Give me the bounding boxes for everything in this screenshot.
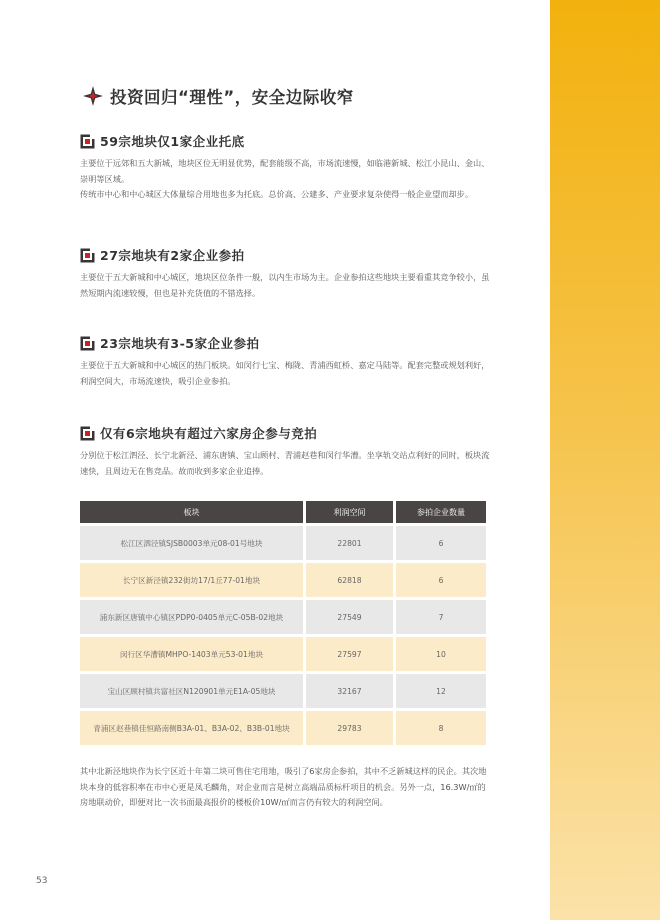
table-cell-parcel: 闵行区华漕镇MHPO-1403单元53-01地块 [80,637,303,671]
section-marker-icon [80,248,95,263]
column-header-parcel: 板块 [80,501,303,523]
column-header-bidders: 参拍企业数量 [396,501,486,523]
section-heading [80,246,490,264]
section-body [80,156,490,203]
section-4 [80,424,490,479]
table-row [80,674,486,708]
column-header-profit: 利润空间 [306,501,393,523]
section-heading [80,132,490,150]
table-cell-bidders: 12 [396,674,486,708]
section-marker-icon [80,336,95,351]
paragraph: 主要位于五大新城和中心城区，地块区位条件一般，以内生市场为主。企业参拍这些地块主要看重其竞争较小，虽然短期内流速较慢，但也是补充货值的不错选择。 [80,272,490,298]
page-title-text: 投资回归“理性”，安全边际收窄 [110,88,354,107]
table-row [80,637,486,671]
section-1 [80,132,490,203]
section-title: 23宗地块有3-5家企业参拍 [100,336,260,351]
section-title: 59宗地块仅1家企业托底 [100,134,245,149]
decorative-side-band [550,0,660,920]
page-number: 53 [36,876,48,886]
four-point-star-icon [82,85,104,107]
table-row [80,711,486,745]
table-header-row [80,501,486,523]
section-body [80,270,490,301]
paragraph: 分别位于松江泗泾、长宁北新泾、浦东唐镇、宝山顾村、青浦赵巷和闵行华漕。坐享轨交站点利好的同时，板块流速快，且周边无在售竞品。故而收到多家企业追捧。 [80,450,490,476]
land-parcel-table [80,501,486,748]
table-cell-profit: 27549 [306,600,393,634]
paragraph: 主要位于五大新城和中心城区的热门板块。如闵行七宝、梅陇、青浦西虹桥、嘉定马陆等。配套完整或规划利好，利润空间大，市场流速快，吸引企业参拍。 [80,360,490,386]
table-cell-profit: 32167 [306,674,393,708]
section-heading [80,334,490,352]
paragraph: 主要位于远郊和五大新城，地块区位无明显优势，配套能级不高，市场流速慢，如临港新城、松江小昆山、金山、崇明等区域。 [80,158,490,184]
section-marker-icon [80,426,95,441]
closing-paragraph [80,764,490,811]
table-cell-bidders: 10 [396,637,486,671]
section-heading [80,424,490,442]
section-marker-icon [80,134,95,149]
paragraph: 传统市中心和中心城区大体量综合用地也多为托底。总价高、公建多、产业要求复杂使得一般企业望而却步。 [80,189,474,199]
table-cell-parcel: 松江区泗泾镇SJSB0003单元08-01号地块 [80,526,303,560]
table-cell-profit: 62818 [306,563,393,597]
section-2 [80,246,490,301]
table-row [80,600,486,634]
table-row [80,526,486,560]
table-cell-profit: 22801 [306,526,393,560]
table-row [80,563,486,597]
table-cell-parcel: 青浦区赵巷镇佳恒路南侧B3A-01、B3A-02、B3B-01地块 [80,711,303,745]
section-title: 仅有6宗地块有超过六家房企参与竞拍 [100,426,318,441]
page-title [82,84,354,108]
table-cell-bidders: 7 [396,600,486,634]
table-cell-parcel: 长宁区新泾镇232街坊17/1丘77-01地块 [80,563,303,597]
table-cell-parcel: 宝山区顾村镇共富社区N120901单元E1A-05地块 [80,674,303,708]
paragraph: 其中北新泾地块作为长宁区近十年第二块可售住宅用地，吸引了6家房企参拍，其中不乏新城这样的民企。其次地块本身的低容积率在市中心更是凤毛麟角，对企业而言是树立高端品质标杆项目的机会。另外一点，16.3W/㎡的房地联动价，即便对比一次书面最高报价的楼板价10W/㎡而言仍有较大的利润空间。 [80,766,487,807]
table-cell-bidders: 8 [396,711,486,745]
section-3 [80,334,490,389]
table-cell-bidders: 6 [396,526,486,560]
table-cell-bidders: 6 [396,563,486,597]
section-body [80,358,490,389]
section-body [80,448,490,479]
table-cell-parcel: 浦东新区唐镇中心镇区PDP0-0405单元C-05B-02地块 [80,600,303,634]
table-cell-profit: 27597 [306,637,393,671]
table-cell-profit: 29783 [306,711,393,745]
section-title: 27宗地块有2家企业参拍 [100,248,245,263]
